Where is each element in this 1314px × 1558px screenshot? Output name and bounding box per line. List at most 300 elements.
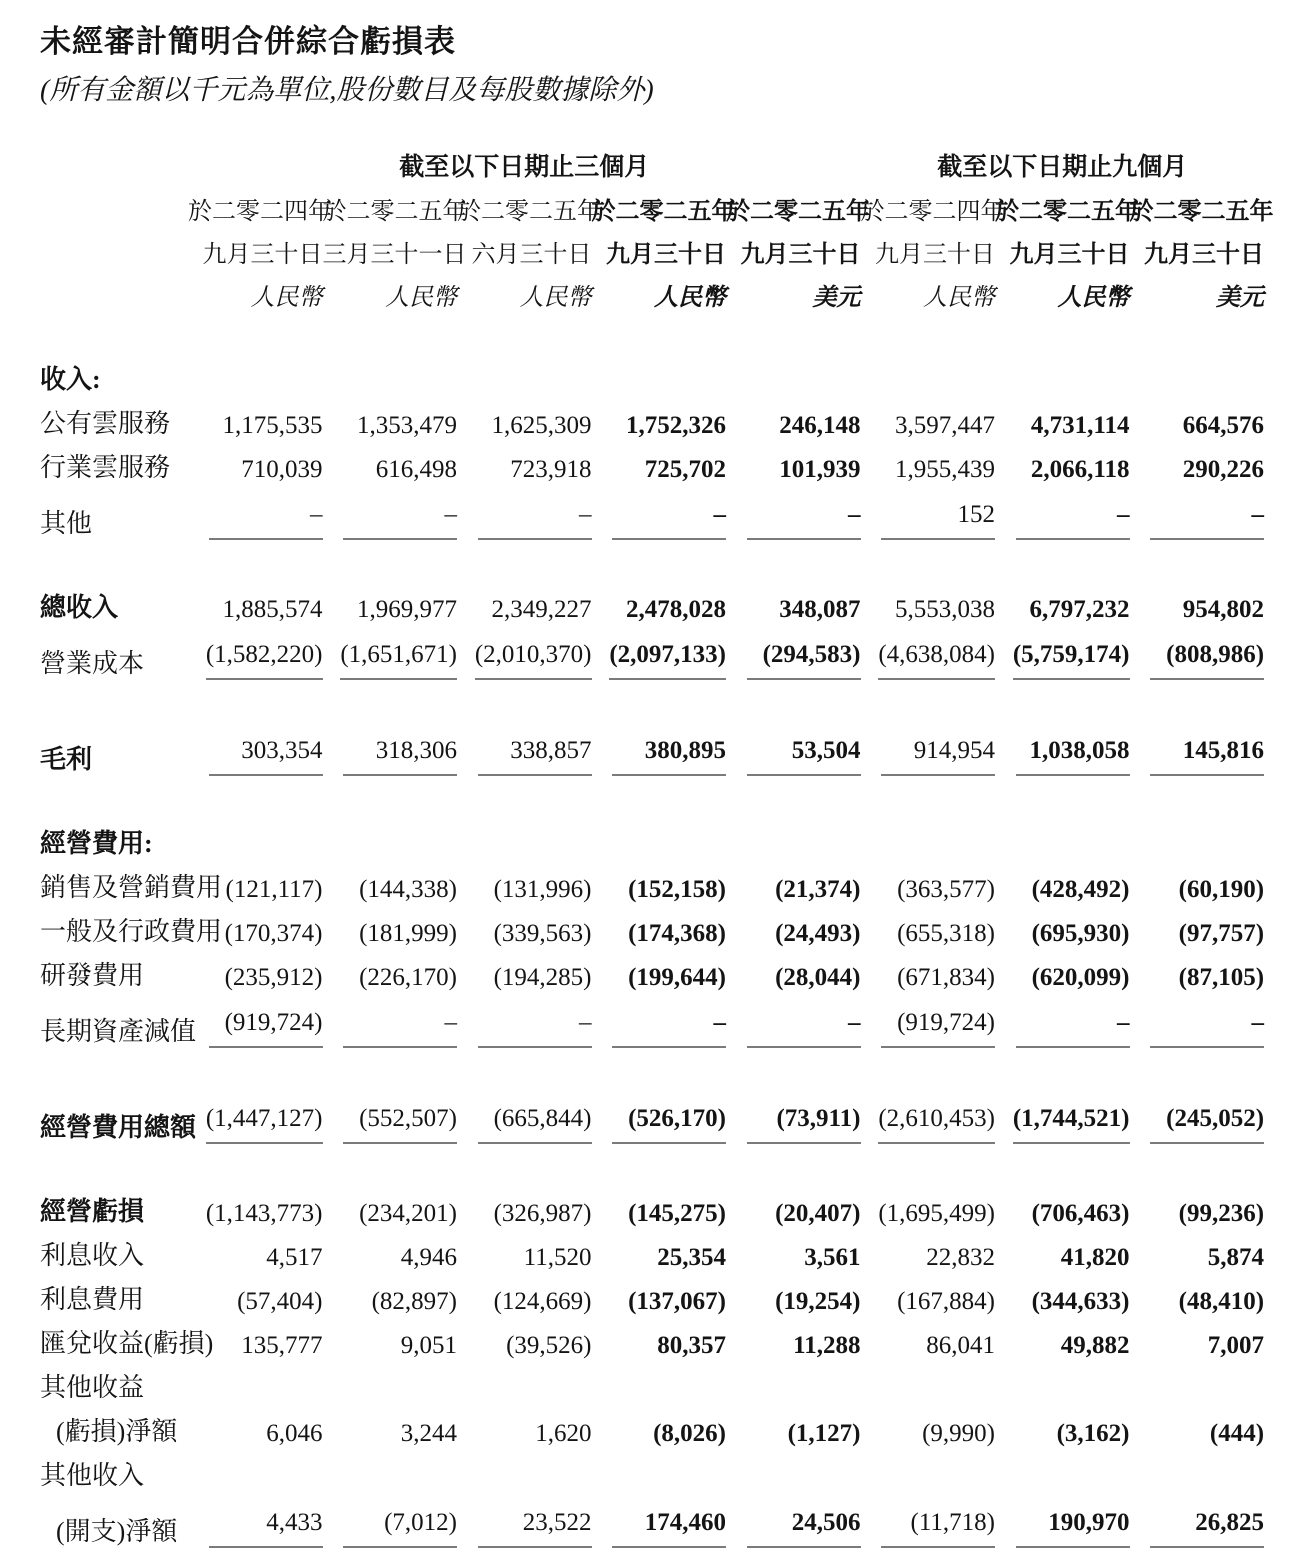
value-cell xyxy=(1130,312,1265,396)
value-text: 725,702 xyxy=(644,456,726,484)
value-text: 3,244 xyxy=(400,1420,457,1448)
value-cell xyxy=(457,1448,592,1492)
value-cell xyxy=(592,948,727,992)
value-text: (57,404) xyxy=(237,1288,323,1316)
value-cell xyxy=(861,904,996,948)
value-text: (326,987) xyxy=(493,1200,592,1228)
page-title: 未經審計簡明合併綜合虧損表 xyxy=(40,24,456,59)
row-label: 營業成本 xyxy=(40,649,145,679)
value-text: – xyxy=(612,1009,726,1048)
value-cell xyxy=(592,776,727,860)
value-cell xyxy=(1130,904,1265,948)
value-cell xyxy=(995,1144,1130,1228)
value-text: (919,724) xyxy=(881,1009,995,1048)
table-row xyxy=(40,396,1264,440)
value-text: 22,832 xyxy=(926,1244,996,1272)
value-cell xyxy=(457,776,592,860)
column-date-label: 九月三十日 xyxy=(606,242,726,269)
value-text: – xyxy=(343,1009,457,1048)
value-text: 6,046 xyxy=(266,1420,323,1448)
row-label: 利息費用 xyxy=(40,1285,145,1315)
value-text: (3,162) xyxy=(1056,1420,1130,1448)
column-date-label: 九月三十日 xyxy=(875,242,996,269)
table-row xyxy=(40,1144,1264,1228)
value-cell xyxy=(188,1316,323,1360)
value-cell xyxy=(1130,624,1265,680)
value-cell xyxy=(188,680,323,776)
value-text: (526,170) xyxy=(612,1105,726,1144)
column-currency-label: 人民幣 xyxy=(385,285,457,312)
value-text: 2,349,227 xyxy=(491,596,592,624)
value-cell xyxy=(457,1404,592,1448)
value-cell xyxy=(1130,1404,1265,1448)
value-cell xyxy=(592,680,727,776)
value-text: 11,520 xyxy=(523,1244,592,1272)
table-row xyxy=(40,776,1264,860)
value-cell xyxy=(323,1228,458,1272)
column-currency-label: 人民幣 xyxy=(250,285,323,312)
value-text: (665,844) xyxy=(478,1105,592,1144)
column-currency-label: 美元 xyxy=(1216,285,1265,312)
value-text: 4,946 xyxy=(400,1244,457,1272)
value-cell xyxy=(592,1360,727,1404)
value-cell xyxy=(188,1048,323,1144)
value-text: (344,633) xyxy=(1031,1288,1130,1316)
value-cell xyxy=(592,1228,727,1272)
value-text: (24,493) xyxy=(775,920,861,948)
value-cell xyxy=(995,904,1130,948)
value-cell xyxy=(592,440,727,484)
value-text: 25,354 xyxy=(657,1244,726,1272)
table-row xyxy=(40,680,1264,776)
value-text: (152,158) xyxy=(628,876,726,904)
period-group-label: 截至以下日期止九個月 xyxy=(937,154,1188,182)
value-cell xyxy=(188,1144,323,1228)
table-body xyxy=(40,312,1264,1548)
value-cell xyxy=(995,396,1130,440)
table-row xyxy=(40,1048,1264,1144)
value-text: (131,996) xyxy=(493,876,592,904)
value-cell xyxy=(861,540,996,624)
value-cell xyxy=(323,1272,458,1316)
value-text: 1,353,479 xyxy=(357,412,457,440)
value-text: 135,777 xyxy=(241,1332,323,1360)
value-cell xyxy=(1130,1360,1265,1404)
value-text: 152 xyxy=(881,501,995,540)
value-cell xyxy=(1130,860,1265,904)
value-text: (137,067) xyxy=(628,1288,726,1316)
value-cell xyxy=(995,312,1130,396)
value-cell xyxy=(861,440,996,484)
value-text: 303,354 xyxy=(209,737,323,776)
value-cell xyxy=(726,312,861,396)
value-cell xyxy=(726,1404,861,1448)
value-cell xyxy=(861,776,996,860)
value-text: (655,318) xyxy=(897,920,996,948)
value-cell xyxy=(457,860,592,904)
value-cell xyxy=(995,1404,1130,1448)
value-text: 174,460 xyxy=(612,1509,726,1548)
value-text: (620,099) xyxy=(1031,964,1130,992)
value-cell xyxy=(592,1492,727,1548)
value-cell xyxy=(726,1144,861,1228)
value-text: (174,368) xyxy=(628,920,726,948)
value-cell xyxy=(457,484,592,540)
value-text: 101,939 xyxy=(779,456,861,484)
value-text: 348,087 xyxy=(779,596,861,624)
value-text: 53,504 xyxy=(747,737,861,776)
value-cell xyxy=(323,624,458,680)
table-row xyxy=(40,540,1264,624)
value-cell xyxy=(457,1048,592,1144)
value-cell xyxy=(726,1048,861,1144)
column-year-label: 於二零二五年 xyxy=(995,199,1140,226)
value-text: 290,226 xyxy=(1182,456,1265,484)
value-cell xyxy=(726,624,861,680)
value-text: 246,148 xyxy=(779,412,861,440)
value-cell xyxy=(457,1144,592,1228)
value-text: 1,969,977 xyxy=(357,596,457,624)
value-cell xyxy=(457,1228,592,1272)
row-label: (開支)淨額 xyxy=(56,1517,178,1547)
value-text: – xyxy=(747,501,861,540)
value-text: 5,874 xyxy=(1207,1244,1265,1272)
table-row xyxy=(40,860,1264,904)
value-text: (170,374) xyxy=(224,920,323,948)
column-year-label: 於二零二四年 xyxy=(188,199,332,226)
value-cell xyxy=(726,396,861,440)
value-text: 1,625,309 xyxy=(491,412,592,440)
value-cell xyxy=(861,992,996,1048)
column-date-label: 九月三十日 xyxy=(1144,242,1265,269)
column-year-label: 於二零二五年 xyxy=(1129,199,1274,226)
value-cell xyxy=(323,396,458,440)
row-label: 毛利 xyxy=(40,745,93,775)
value-text: – xyxy=(1016,1009,1130,1048)
value-cell xyxy=(1130,540,1265,624)
value-cell xyxy=(1130,440,1265,484)
value-text: (245,052) xyxy=(1150,1105,1264,1144)
value-text: – xyxy=(1016,501,1130,540)
value-text: – xyxy=(478,1009,592,1048)
table-row xyxy=(40,440,1264,484)
page-subtitle: (所有金額以千元為單位,股份數目及每股數據除外) xyxy=(40,74,654,106)
value-text: – xyxy=(209,501,323,540)
value-cell xyxy=(995,1272,1130,1316)
value-text: (1,143,773) xyxy=(205,1200,323,1228)
column-year-label: 於二零二五年 xyxy=(457,199,601,226)
value-text: 380,895 xyxy=(612,737,726,776)
value-cell xyxy=(1130,484,1265,540)
column-date-label: 六月三十日 xyxy=(471,242,592,269)
value-cell xyxy=(457,312,592,396)
value-text: (87,105) xyxy=(1178,964,1265,992)
value-cell xyxy=(1130,1448,1265,1492)
row-label: 長期資產減值 xyxy=(40,1017,197,1047)
value-cell xyxy=(861,1360,996,1404)
value-cell xyxy=(1130,776,1265,860)
table-row xyxy=(40,624,1264,680)
value-text: 1,955,439 xyxy=(895,456,996,484)
value-cell xyxy=(188,904,323,948)
value-cell xyxy=(1130,1272,1265,1316)
value-text: (121,117) xyxy=(225,876,323,904)
value-text: (428,492) xyxy=(1031,876,1130,904)
value-cell xyxy=(592,1448,727,1492)
value-text: (9,990) xyxy=(922,1420,996,1448)
row-label: 經營費用: xyxy=(40,829,153,859)
value-text: (444) xyxy=(1209,1420,1265,1448)
value-cell xyxy=(323,948,458,992)
value-text: (60,190) xyxy=(1178,876,1265,904)
value-text: (1,695,499) xyxy=(878,1200,996,1228)
value-cell xyxy=(861,860,996,904)
value-text: – xyxy=(343,501,457,540)
table-row xyxy=(40,1360,1264,1404)
value-cell xyxy=(726,484,861,540)
value-cell xyxy=(323,1448,458,1492)
table-row xyxy=(40,904,1264,948)
value-cell xyxy=(457,624,592,680)
value-text: (2,610,453) xyxy=(878,1105,995,1144)
value-cell xyxy=(592,540,727,624)
value-cell xyxy=(188,1492,323,1548)
value-cell xyxy=(457,440,592,484)
column-currency-label: 人民幣 xyxy=(923,285,996,312)
header-row xyxy=(40,269,1264,312)
value-text: (552,507) xyxy=(343,1105,457,1144)
table-row xyxy=(40,1404,1264,1448)
value-text: (21,374) xyxy=(775,876,861,904)
value-text: 26,825 xyxy=(1150,1509,1264,1548)
value-cell xyxy=(861,1272,996,1316)
value-cell xyxy=(188,440,323,484)
value-cell xyxy=(323,1048,458,1144)
value-text: (2,010,370) xyxy=(475,641,592,680)
period-group-label: 截至以下日期止三個月 xyxy=(399,154,650,182)
value-text: – xyxy=(612,501,726,540)
value-cell xyxy=(457,1492,592,1548)
value-cell xyxy=(323,484,458,540)
value-text: (8,026) xyxy=(653,1420,726,1448)
value-cell xyxy=(188,1228,323,1272)
value-cell xyxy=(995,624,1130,680)
value-text: (919,724) xyxy=(209,1009,323,1048)
row-label: 行業雲服務 xyxy=(40,453,171,483)
row-label: 銷售及營銷費用 xyxy=(40,873,223,903)
value-text: 338,857 xyxy=(478,737,592,776)
column-year-label: 於二零二五年 xyxy=(322,199,467,226)
table-row xyxy=(40,948,1264,992)
value-cell xyxy=(188,776,323,860)
value-text: 11,288 xyxy=(793,1332,861,1360)
value-cell xyxy=(188,1272,323,1316)
value-text: 318,306 xyxy=(343,737,457,776)
value-text: 145,816 xyxy=(1150,737,1264,776)
value-text: 616,498 xyxy=(375,456,457,484)
column-date-label: 九月三十日 xyxy=(202,242,323,269)
row-label: 總收入 xyxy=(40,593,119,623)
value-cell xyxy=(1130,948,1265,992)
value-cell xyxy=(861,1448,996,1492)
value-cell xyxy=(995,992,1130,1048)
value-cell xyxy=(1130,992,1265,1048)
value-cell xyxy=(323,860,458,904)
value-text: – xyxy=(478,501,592,540)
value-cell xyxy=(457,1316,592,1360)
table-row xyxy=(40,484,1264,540)
value-text: 4,433 xyxy=(209,1509,323,1548)
value-cell xyxy=(188,1448,323,1492)
row-label: 經營虧損 xyxy=(40,1197,145,1227)
value-text: (11,718) xyxy=(881,1509,995,1548)
value-cell xyxy=(861,1048,996,1144)
table-row xyxy=(40,1316,1264,1360)
value-cell xyxy=(861,312,996,396)
value-text: (28,044) xyxy=(775,964,861,992)
value-cell xyxy=(457,904,592,948)
value-cell xyxy=(861,624,996,680)
value-text: (706,463) xyxy=(1031,1200,1130,1228)
value-text: (97,757) xyxy=(1178,920,1265,948)
value-cell xyxy=(1130,680,1265,776)
value-text: 2,478,028 xyxy=(626,596,726,624)
value-cell xyxy=(726,1492,861,1548)
spacer-cell xyxy=(40,145,188,183)
value-text: 1,752,326 xyxy=(626,412,726,440)
value-cell xyxy=(592,860,727,904)
value-text: (339,563) xyxy=(493,920,592,948)
value-text: (234,201) xyxy=(359,1200,457,1228)
row-label: 其他收入 xyxy=(40,1461,145,1491)
value-text: 2,066,118 xyxy=(1030,456,1130,484)
value-text: 3,561 xyxy=(804,1244,861,1272)
value-cell xyxy=(323,440,458,484)
value-cell xyxy=(323,1404,458,1448)
value-text: 5,553,038 xyxy=(895,596,996,624)
value-text: (20,407) xyxy=(775,1200,861,1228)
value-cell xyxy=(861,680,996,776)
value-cell xyxy=(861,396,996,440)
header-row xyxy=(40,183,1264,226)
value-cell xyxy=(457,948,592,992)
value-text: (39,526) xyxy=(506,1332,592,1360)
value-cell xyxy=(995,1360,1130,1404)
value-cell xyxy=(726,1228,861,1272)
value-text: 190,970 xyxy=(1016,1509,1130,1548)
value-cell xyxy=(188,948,323,992)
value-cell xyxy=(592,1404,727,1448)
value-cell xyxy=(995,1492,1130,1548)
value-cell xyxy=(188,540,323,624)
table-row xyxy=(40,1228,1264,1272)
value-cell xyxy=(592,1144,727,1228)
value-cell xyxy=(726,860,861,904)
column-date-label: 九月三十日 xyxy=(740,242,861,269)
column-year-label: 於二零二四年 xyxy=(860,199,1005,226)
value-text: 24,506 xyxy=(747,1509,861,1548)
value-text: (167,884) xyxy=(897,1288,996,1316)
value-text: (226,170) xyxy=(359,964,457,992)
row-label: 利息收入 xyxy=(40,1241,145,1271)
value-cell xyxy=(726,1316,861,1360)
value-cell xyxy=(457,992,592,1048)
value-cell xyxy=(323,1360,458,1404)
value-cell xyxy=(457,396,592,440)
value-text: 723,918 xyxy=(510,456,592,484)
value-text: (671,834) xyxy=(897,964,996,992)
column-year-label: 於二零二五年 xyxy=(726,199,870,226)
value-cell xyxy=(726,440,861,484)
value-cell xyxy=(726,904,861,948)
value-cell xyxy=(592,904,727,948)
value-cell xyxy=(1130,1144,1265,1228)
value-cell xyxy=(861,1492,996,1548)
value-text: 4,517 xyxy=(266,1244,323,1272)
value-text: 710,039 xyxy=(241,456,323,484)
value-text: 9,051 xyxy=(400,1332,457,1360)
value-cell xyxy=(323,1316,458,1360)
table-row xyxy=(40,1492,1264,1548)
value-text: 954,802 xyxy=(1182,596,1265,624)
column-currency-label: 美元 xyxy=(812,285,861,312)
value-text: (124,669) xyxy=(493,1288,592,1316)
value-cell xyxy=(861,948,996,992)
value-cell xyxy=(726,776,861,860)
value-cell xyxy=(995,1316,1130,1360)
value-cell xyxy=(323,1144,458,1228)
table-header xyxy=(40,145,1274,312)
value-text: – xyxy=(1150,501,1264,540)
value-text: (82,897) xyxy=(371,1288,457,1316)
value-cell xyxy=(726,540,861,624)
value-text: 4,731,114 xyxy=(1030,412,1130,440)
value-text: (1,127) xyxy=(787,1420,861,1448)
value-text: 1,038,058 xyxy=(1016,737,1130,776)
value-cell xyxy=(592,992,727,1048)
row-label: 收入: xyxy=(40,365,101,395)
value-text: 23,522 xyxy=(478,1509,592,1548)
value-text: (144,338) xyxy=(359,876,457,904)
period-group-row xyxy=(40,145,1264,183)
value-cell xyxy=(726,1272,861,1316)
value-cell xyxy=(1130,1228,1265,1272)
value-cell xyxy=(188,312,323,396)
value-text: (2,097,133) xyxy=(609,641,726,680)
value-text: (7,012) xyxy=(343,1509,457,1548)
table-row xyxy=(40,1448,1264,1492)
value-cell xyxy=(726,1448,861,1492)
value-cell xyxy=(995,540,1130,624)
value-cell xyxy=(592,396,727,440)
value-cell xyxy=(1130,1492,1265,1548)
value-text: – xyxy=(747,1009,861,1048)
spacer-cell xyxy=(40,183,188,226)
value-cell xyxy=(995,440,1130,484)
value-cell xyxy=(995,484,1130,540)
value-cell xyxy=(457,1360,592,1404)
value-cell xyxy=(726,1360,861,1404)
value-cell xyxy=(323,1492,458,1548)
value-cell xyxy=(995,776,1130,860)
value-cell xyxy=(188,1404,323,1448)
value-cell xyxy=(995,860,1130,904)
value-cell xyxy=(323,312,458,396)
spacer-cell xyxy=(40,226,188,269)
value-cell xyxy=(995,1448,1130,1492)
row-label: 公有雲服務 xyxy=(40,409,171,439)
value-cell xyxy=(861,1144,996,1228)
